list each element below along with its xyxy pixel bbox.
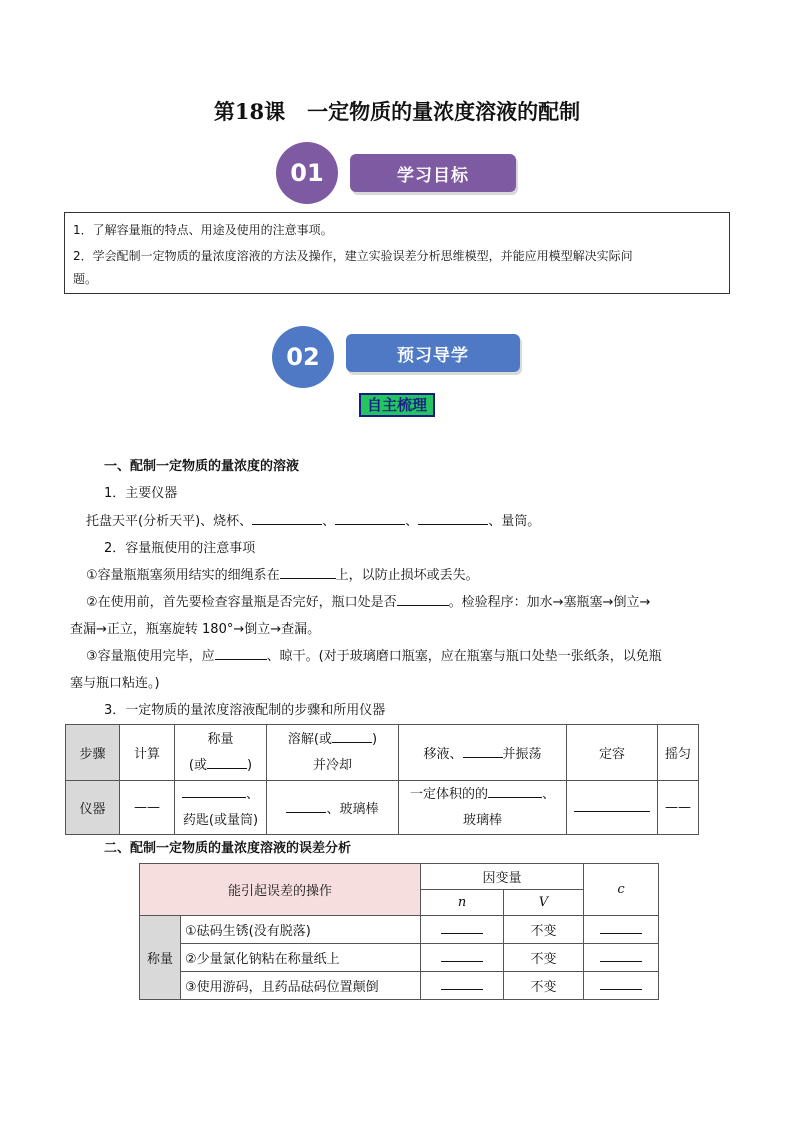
- self-study-tag: 自主梳理: [359, 393, 435, 417]
- step-calculate: 计算: [120, 725, 175, 781]
- n-header: n: [421, 890, 504, 916]
- instrument-weigh: 、 药匙(或量筒): [175, 781, 267, 835]
- note-3-continued: 塞与瓶口粘连。): [70, 676, 160, 691]
- instruments-line: 托盘天平(分析天平)、烧杯、 、 、 、量筒。: [86, 514, 541, 529]
- step-weigh: 称量 (或 ): [175, 725, 267, 781]
- n-answer-blank: [421, 972, 504, 1000]
- subheading-steps: 3．一定物质的量浓度溶液配制的步骤和所用仪器: [104, 703, 386, 718]
- goal-item: 2．学会配制一定物质的量浓度溶液的方法及操作，建立实验误差分析思维模型，并能应用模型解决实际问: [73, 249, 633, 263]
- step-dissolve: 溶解(或 ) 并冷却: [267, 725, 399, 781]
- steps-table: [65, 724, 699, 835]
- step-transfer: 移液、 并振荡: [399, 725, 567, 781]
- c-header: c: [584, 864, 659, 916]
- step-shake: 摇匀: [658, 725, 699, 781]
- operation-cell: ①砝码生锈(没有脱落): [181, 916, 421, 944]
- section-label: 学习目标: [350, 154, 516, 192]
- operation-header: 能引起误差的操作: [140, 864, 421, 916]
- section-banner-goals: [276, 148, 520, 198]
- instrument-shake: ——: [658, 781, 699, 835]
- lesson-number: 第18课: [213, 99, 286, 124]
- subheading-notes: 2．容量瓶使用的注意事项: [104, 541, 256, 556]
- error-analysis-table: [139, 863, 659, 1000]
- page-title: [0, 96, 794, 126]
- table-header-steps: 步骤: [66, 725, 120, 781]
- lesson-topic: 一定物质的量浓度溶液的配制: [307, 99, 581, 124]
- v-value: 不变: [504, 944, 584, 972]
- v-header: V: [504, 890, 584, 916]
- note-2: ②在使用前，首先要检查容量瓶是否完好，瓶口处是否 。检验程序：加水→塞瓶塞→倒立→: [86, 595, 651, 610]
- goal-item: 题。: [73, 272, 98, 286]
- goal-item: 1．了解容量瓶的特点、用途及使用的注意事项。: [73, 223, 333, 237]
- instrument-dissolve: 、玻璃棒: [267, 781, 399, 835]
- instrument-transfer: 一定体积的的 、 玻璃棒: [399, 781, 567, 835]
- note-1: ①容量瓶瓶塞须用结实的细绳系在 上，以防止损坏或丢失。: [86, 568, 479, 583]
- section-number-badge: 02: [272, 326, 334, 388]
- part1-heading: 一、配制一定物质的量浓度的溶液: [104, 459, 300, 474]
- note-2-continued: 查漏→正立，瓶塞旋转 180°→倒立→查漏。: [70, 622, 321, 637]
- learning-goals-box: [64, 212, 730, 294]
- section-banner-preview: [272, 328, 524, 378]
- instrument-fix-volume: [567, 781, 658, 835]
- c-answer-blank: [584, 944, 659, 972]
- operation-cell: ②少量氯化钠粘在称量纸上: [181, 944, 421, 972]
- v-value: 不变: [504, 972, 584, 1000]
- c-answer-blank: [584, 972, 659, 1000]
- section-label: 预习导学: [346, 334, 520, 372]
- step-fix-volume: 定容: [567, 725, 658, 781]
- section-number-badge: 01: [276, 142, 338, 204]
- n-answer-blank: [421, 916, 504, 944]
- instrument-calculate: ——: [120, 781, 175, 835]
- subheading-instruments: 1．主要仪器: [104, 486, 178, 501]
- table-header-instruments: 仪器: [66, 781, 120, 835]
- part2-heading: 二、配制一定物质的量浓度溶液的误差分析: [104, 841, 352, 856]
- n-answer-blank: [421, 944, 504, 972]
- operation-cell: ③使用游码，且药品砝码位置颠倒: [181, 972, 421, 1000]
- c-answer-blank: [584, 916, 659, 944]
- v-value: 不变: [504, 916, 584, 944]
- note-3: ③容量瓶使用完毕，应 、晾干。(对于玻璃磨口瓶塞，应在瓶塞与瓶口处垫一张纸条，以免瓶: [86, 649, 662, 664]
- group-weigh: 称量: [140, 916, 181, 1000]
- dependent-variable-header: 因变量: [421, 864, 584, 890]
